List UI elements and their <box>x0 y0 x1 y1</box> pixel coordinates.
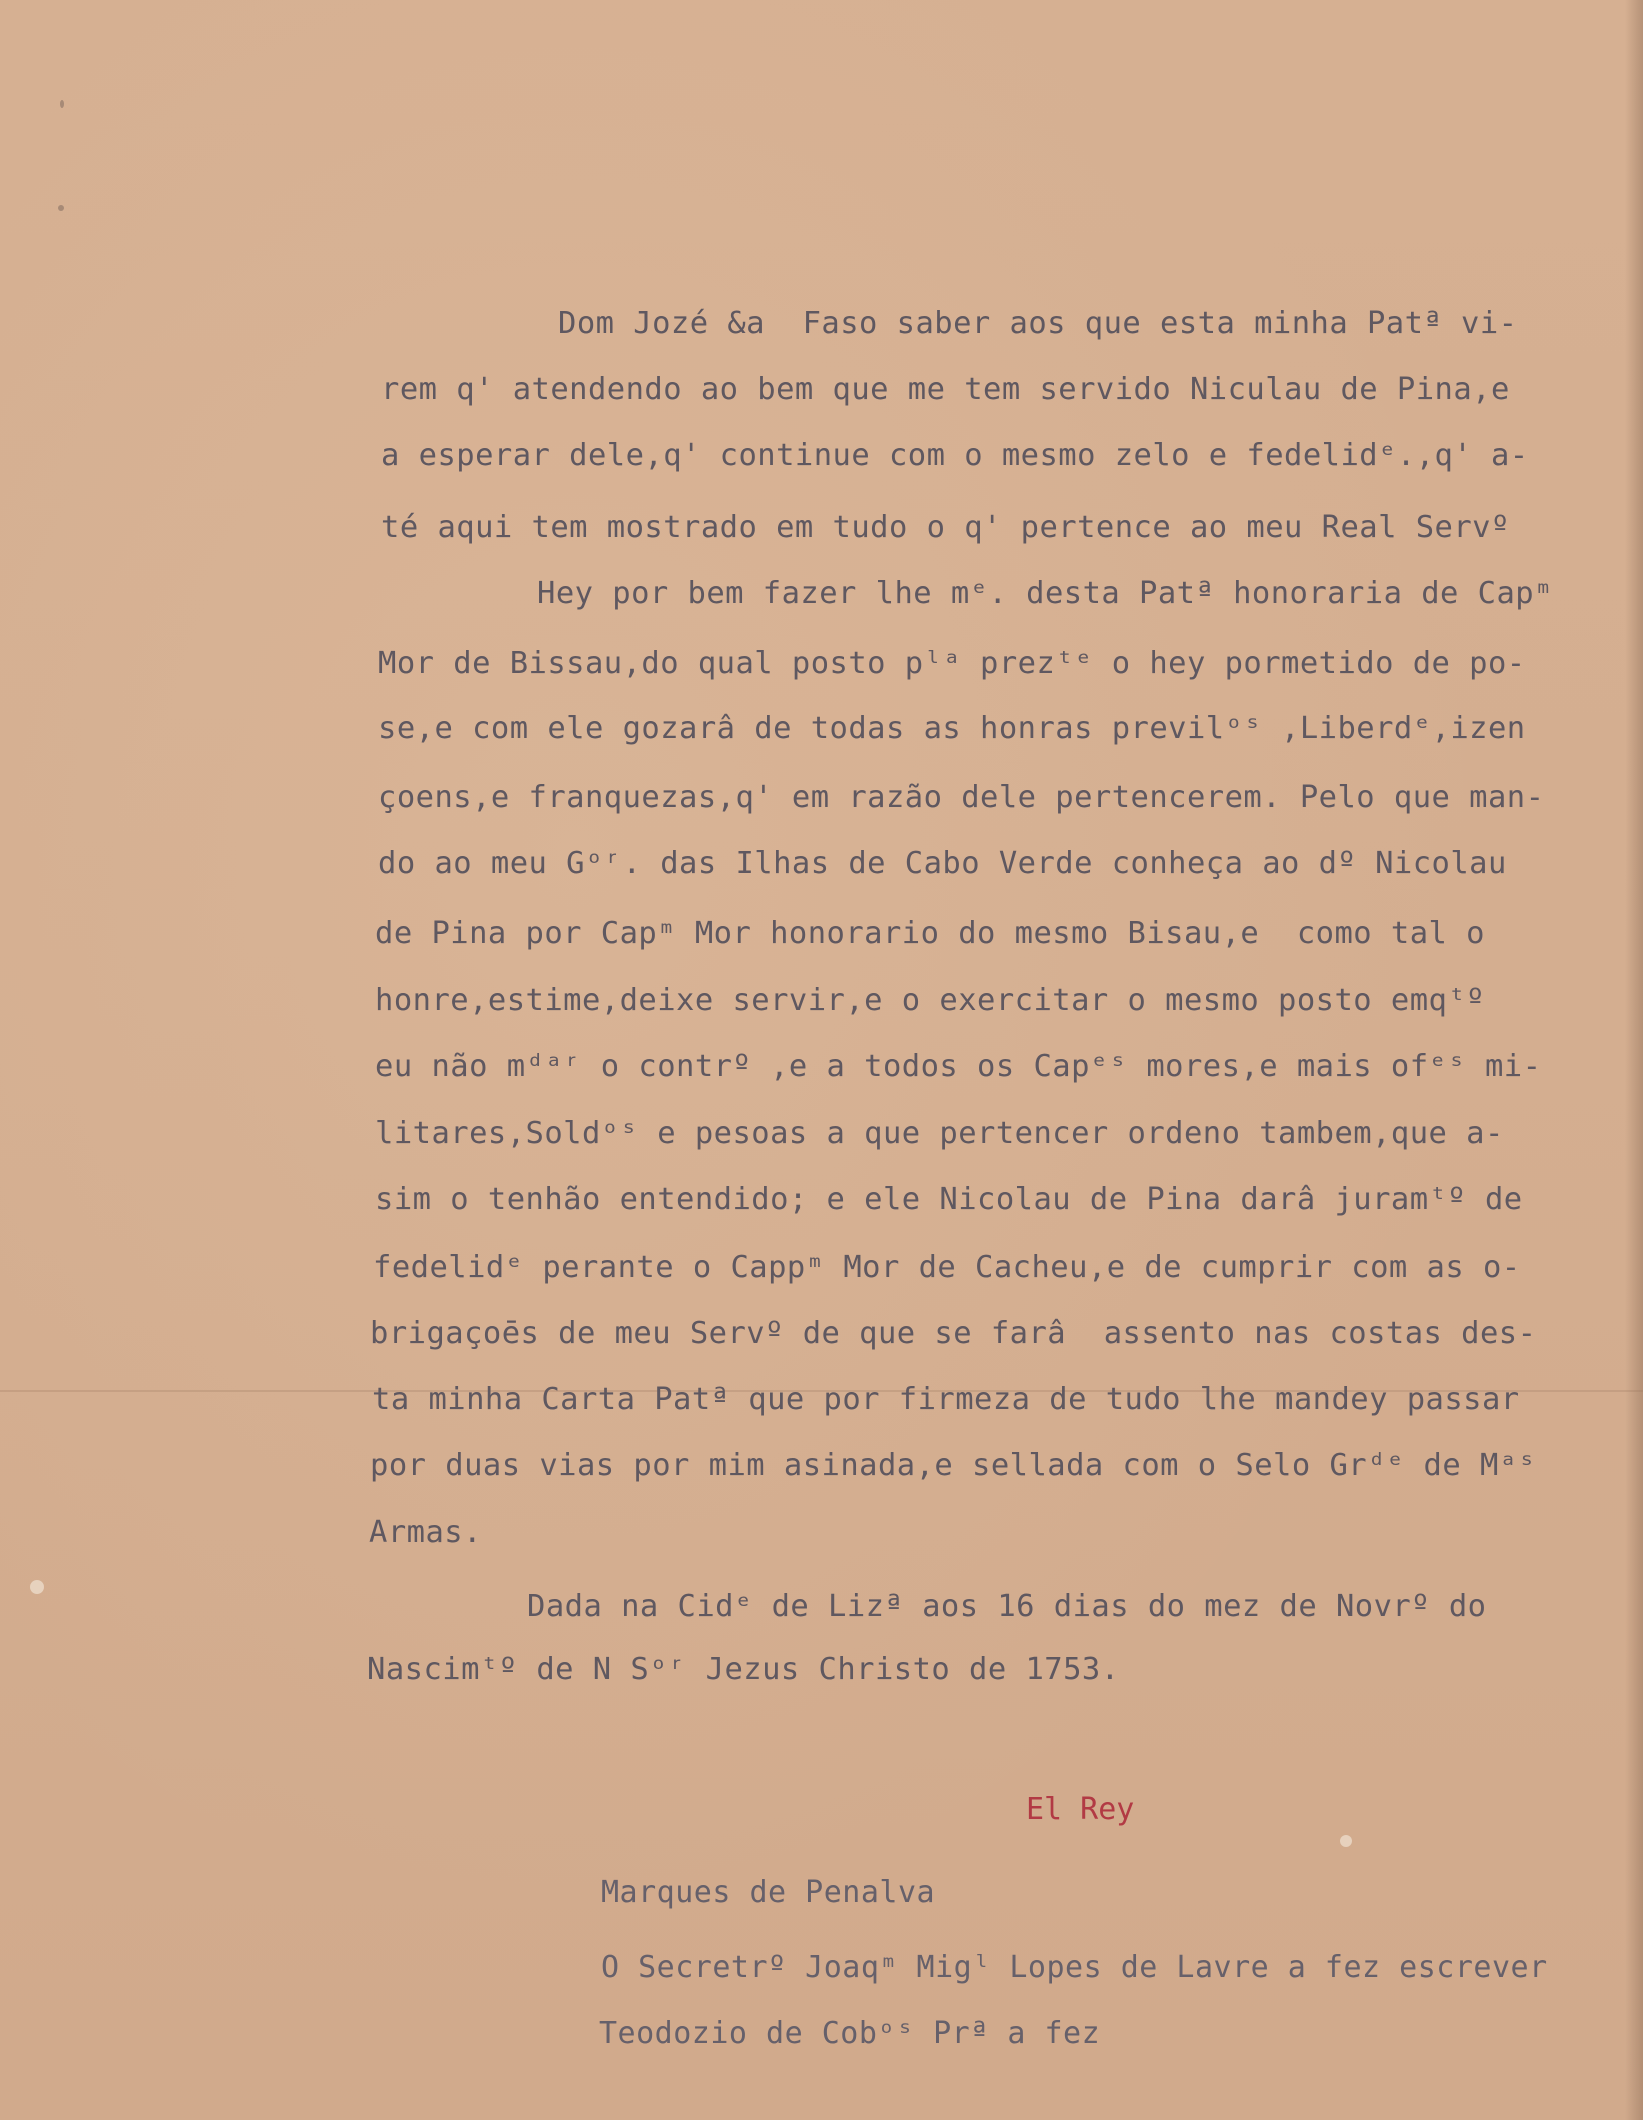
text-line: eu não mᵈᵃʳ o contrº ,e a todos os Capᵉˢ mores,e mais ofᵉˢ mi- <box>375 1049 1542 1084</box>
text-line: rem q' atendendo ao bem que me tem servido Niculau de Pina,e <box>381 372 1510 407</box>
text-line: se,e com ele gozarâ de todas as honras previlᵒˢ ,Liberdᵉ,izen <box>378 711 1526 746</box>
text-line: Mor de Bissau,do qual posto pˡᵃ prezᵗᵉ o hey pormetido de po- <box>378 646 1526 681</box>
signatory-line: O Secretrº Joaqᵐ Migˡ Lopes de Lavre a fez escrever <box>601 1950 1548 1985</box>
text-line: Armas. <box>369 1515 482 1550</box>
page-edge-shadow <box>1625 0 1643 2120</box>
paper-speck <box>1340 1835 1352 1847</box>
text-line: por duas vias por mim asinada,e sellada com o Selo Grᵈᵉ de Mᵃˢ <box>370 1448 1537 1483</box>
text-line: Hey por bem fazer lhe mᵉ. desta Patª honoraria de Capᵐ <box>537 576 1553 611</box>
paper-speck <box>30 1580 44 1594</box>
text-line: Dada na Cidᵉ de Lizª aos 16 dias do mez de Novrº do <box>527 1589 1487 1624</box>
text-line: ta minha Carta Patª que por firmeza de tudo lhe mandey passar <box>372 1382 1520 1417</box>
text-line: do ao meu Gᵒʳ. das Ilhas de Cabo Verde conheça ao dº Nicolau <box>378 846 1507 881</box>
text-line: té aqui tem mostrado em tudo o q' pertence ao meu Real Servº <box>381 510 1510 545</box>
signatory-line: Marques de Penalva <box>601 1875 936 1910</box>
paper-mark <box>60 100 64 108</box>
text-line: çoens,e franquezas,q' em razão dele pertencerem. Pelo que man- <box>378 780 1545 815</box>
text-line: brigaçoēs de meu Servº de que se farâ assento nas costas des- <box>370 1316 1537 1351</box>
text-line: honre,estime,deixe servir,e o exercitar o mesmo posto emqᵗº <box>375 983 1485 1018</box>
text-line: a esperar dele,q' continue com o mesmo zelo e fedelidᵉ.,q' a- <box>381 438 1529 473</box>
text-line: Nascimᵗº de N Sᵒʳ Jezus Christo de 1753. <box>367 1652 1120 1687</box>
text-line: Dom Jozé &a Faso saber aos que esta minha Patª vi- <box>558 306 1518 341</box>
text-line: sim o tenhão entendido; e ele Nicolau de Pina darâ juramᵗº de <box>375 1182 1523 1217</box>
signatory-line: Teodozio de Cobᵒˢ Prª a fez <box>599 2016 1101 2051</box>
text-line: fedelidᵉ perante o Cappᵐ Mor de Cacheu,e de cumprir com as o- <box>373 1250 1521 1285</box>
text-line: de Pina por Capᵐ Mor honorario do mesmo Bisau,e como tal o <box>375 916 1485 951</box>
paper-mark <box>58 205 64 211</box>
text-line: litares,Soldᵒˢ e pesoas a que pertencer ordeno tambem,que a- <box>375 1116 1504 1151</box>
king-signature: El Rey <box>1026 1792 1135 1827</box>
